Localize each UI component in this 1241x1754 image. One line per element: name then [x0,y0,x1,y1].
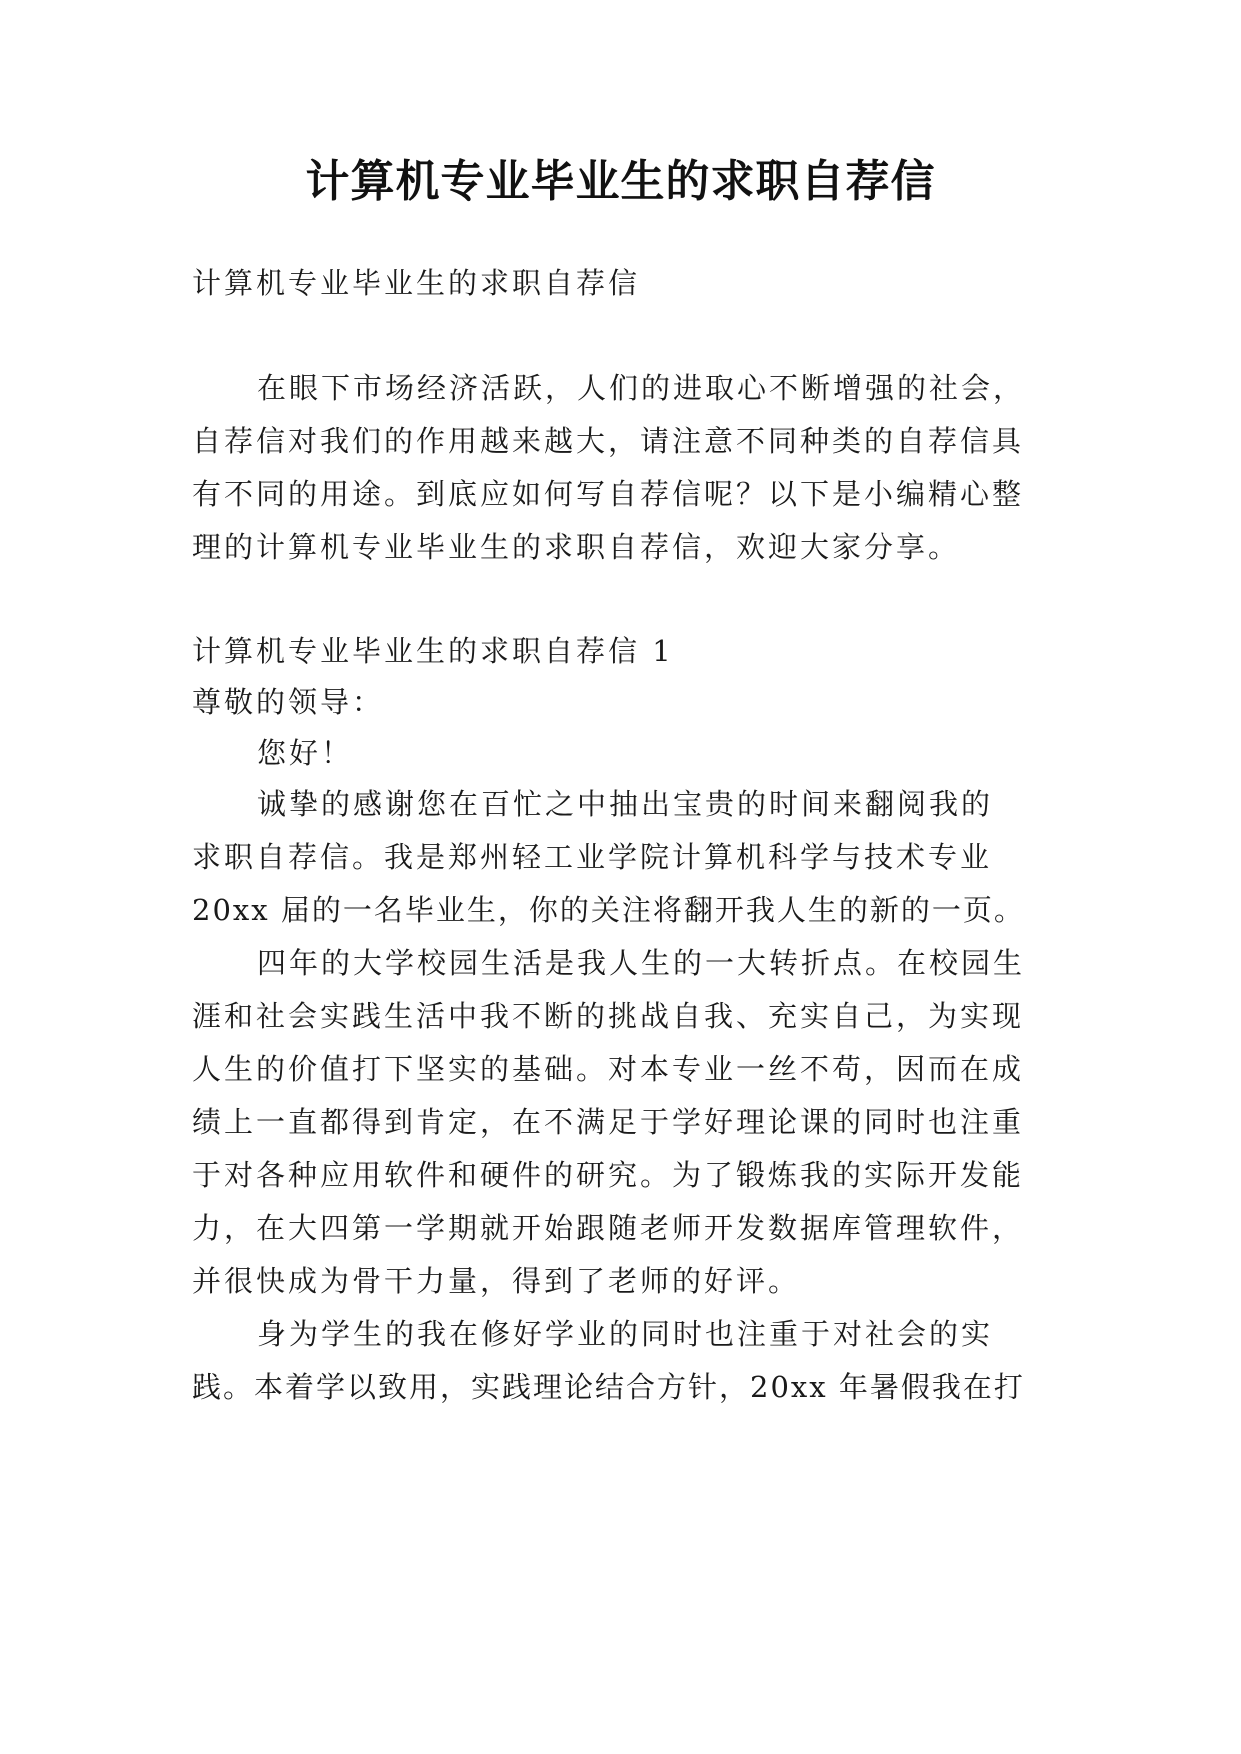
paragraph-line: 践。本着学以致用，实践理论结合方针，20xx 年暑假我在打 [192,1370,1025,1404]
intro-line: 自荐信对我们的作用越来越大，请注意不同种类的自荐信具 [192,424,1025,458]
paragraph-line: 四年的大学校园生活是我人生的一大转折点。在校园生 [257,946,1026,980]
document-subtitle: 计算机专业毕业生的求职自荐信 [192,266,641,300]
salutation: 尊敬的领导： [192,685,385,719]
paragraph-line: 20xx 届的一名毕业生，你的关注将翻开我人生的新的一页。 [192,893,1025,927]
section-heading: 计算机专业毕业生的求职自荐信 1 [192,634,674,668]
paragraph-line: 涯和社会实践生活中我不断的挑战自我、充实自己，为实现 [192,999,1025,1033]
paragraph-line: 人生的价值打下坚实的基础。对本专业一丝不苟，因而在成 [192,1052,1025,1086]
intro-line: 在眼下市场经济活跃，人们的进取心不断增强的社会， [257,371,1026,405]
document-title: 计算机专业毕业生的求职自荐信 [305,156,936,207]
paragraph-line: 诚挚的感谢您在百忙之中抽出宝贵的时间来翻阅我的 [257,787,994,821]
intro-line: 理的计算机专业毕业生的求职自荐信，欢迎大家分享。 [192,530,961,564]
paragraph-line: 身为学生的我在修好学业的同时也注重于对社会的实 [257,1317,994,1351]
greeting: 您好！ [257,736,354,770]
paragraph-line: 并很快成为骨干力量，得到了老师的好评。 [192,1264,801,1298]
intro-line: 有不同的用途。到底应如何写自荐信呢？以下是小编精心整 [192,477,1025,511]
paragraph-line: 绩上一直都得到肯定，在不满足于学好理论课的同时也注重 [192,1105,1025,1139]
paragraph-line: 于对各种应用软件和硬件的研究。为了锻炼我的实际开发能 [192,1158,1025,1192]
paragraph-line: 力，在大四第一学期就开始跟随老师开发数据库管理软件， [192,1211,1025,1245]
paragraph-line: 求职自荐信。我是郑州轻工业学院计算机科学与技术专业 [192,840,993,874]
